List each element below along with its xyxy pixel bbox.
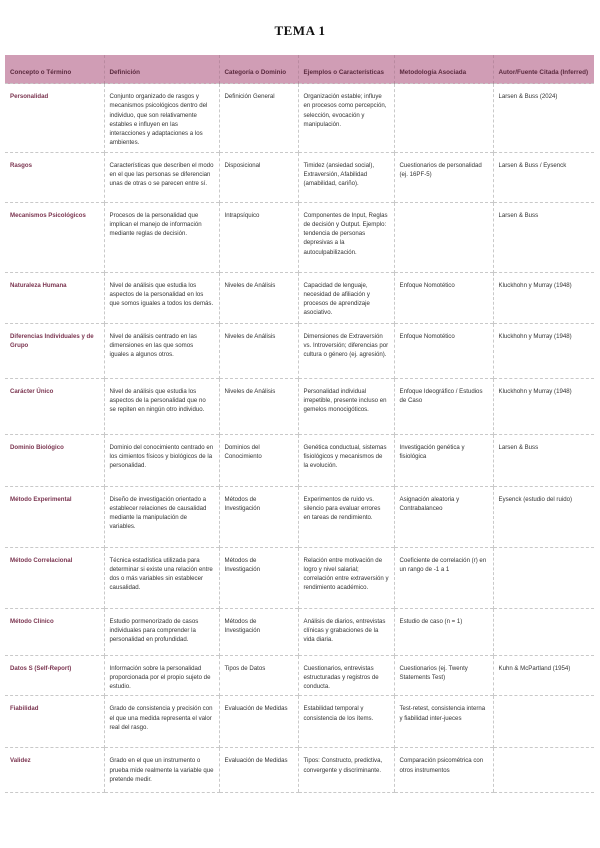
cell-ejemplos: Personalidad individual irrepetible, presente incluso en gemelos monocigóticos. [298, 378, 394, 434]
cell-categoria: Dominios del Conocimiento [219, 434, 298, 486]
cell-definicion: Grado en el que un instrumento o prueba mide realmente la variable que pretende medir. [104, 748, 219, 793]
table-header-row [5, 55, 594, 84]
table-row [5, 655, 594, 696]
table-row [5, 272, 594, 323]
cell-ejemplos: Relación entre motivación de logro y nivel salarial; correlación entre extraversión y rendimiento académico. [298, 547, 394, 608]
cell-autor: Kluckhohn y Murray (1948) [493, 323, 594, 378]
cell-categoria: Métodos de Investigación [219, 608, 298, 655]
cell-ejemplos: Tipos: Constructo, predictiva, convergente y discriminante. [298, 748, 394, 793]
cell-definicion: Nivel de análisis que estudia los aspectos de la personalidad en los que somos iguales a todos los demás. [104, 272, 219, 323]
cell-definicion: Grado de consistencia y precisión con el que una medida representa el valor real del rasgo. [104, 696, 219, 748]
cell-concepto: Fiabilidad [5, 696, 104, 748]
cell-concepto: Naturaleza Humana [5, 272, 104, 323]
cell-categoria: Tipos de Datos [219, 655, 298, 696]
cell-metodologia [394, 202, 493, 272]
cell-ejemplos: Organización estable; influye en procesos como percepción, selección, evocación y manipulación. [298, 84, 394, 153]
cell-concepto: Método Correlacional [5, 547, 104, 608]
cell-concepto: Carácter Único [5, 378, 104, 434]
table-row [5, 152, 594, 202]
table-row [5, 434, 594, 486]
table-row [5, 608, 594, 655]
cell-definicion: Características que describen el modo en el que las personas se diferencian unas de otras o se parecen entre sí. [104, 152, 219, 202]
cell-autor: Larsen & Buss [493, 434, 594, 486]
cell-metodologia: Enfoque Nomotético [394, 272, 493, 323]
cell-definicion: Nivel de análisis que estudia los aspectos de la personalidad que no se repiten en ningún otro individuo. [104, 378, 219, 434]
cell-concepto: Rasgos [5, 152, 104, 202]
header-concepto: Concepto o Término [5, 55, 104, 84]
cell-ejemplos: Análisis de diarios, entrevistas clínicas y grabaciones de la vida diaria. [298, 608, 394, 655]
cell-concepto: Método Clínico [5, 608, 104, 655]
cell-categoria: Evaluación de Medidas [219, 696, 298, 748]
cell-autor: Eysenck (estudio del ruido) [493, 486, 594, 547]
cell-autor [493, 696, 594, 748]
header-definicion: Definición [104, 55, 219, 84]
cell-concepto: Validez [5, 748, 104, 793]
cell-autor: Kluckhohn y Murray (1948) [493, 378, 594, 434]
cell-ejemplos: Genética conductual, sistemas fisiológicos y mecanismos de la evolución. [298, 434, 394, 486]
table-row [5, 748, 594, 793]
table-row [5, 486, 594, 547]
cell-ejemplos: Cuestionarios, entrevistas estructuradas y registros de conducta. [298, 655, 394, 696]
cell-autor [493, 547, 594, 608]
cell-concepto: Mecanismos Psicológicos [5, 202, 104, 272]
cell-categoria: Métodos de Investigación [219, 486, 298, 547]
cell-categoria: Intrapsíquico [219, 202, 298, 272]
cell-categoria: Métodos de Investigación [219, 547, 298, 608]
cell-definicion: Conjunto organizado de rasgos y mecanismos psicológicos dentro del individuo, que son relativamente estables e influyen en las interacciones y adaptaciones a los ambientes. [104, 84, 219, 153]
cell-metodologia [394, 84, 493, 153]
concepts-table [5, 55, 594, 793]
cell-definicion: Nivel de análisis centrado en las dimensiones en las que somos iguales a algunos otros. [104, 323, 219, 378]
cell-categoria: Niveles de Análisis [219, 272, 298, 323]
table-row [5, 547, 594, 608]
cell-concepto: Método Experimental [5, 486, 104, 547]
cell-metodologia: Cuestionarios de personalidad (ej. 16PF-5) [394, 152, 493, 202]
cell-definicion: Estudio pormenorizado de casos individuales para comprender la personalidad en profundidad. [104, 608, 219, 655]
cell-definicion: Procesos de la personalidad que implican el manejo de información mediante reglas de decisión. [104, 202, 219, 272]
cell-autor: Kuhn & McPartland (1954) [493, 655, 594, 696]
header-autor: Autor/Fuente Citada (Inferred) [493, 55, 594, 84]
cell-metodologia: Estudio de caso (n = 1) [394, 608, 493, 655]
table-row [5, 202, 594, 272]
cell-metodologia: Test-retest, consistencia interna y fiabilidad inter-jueces [394, 696, 493, 748]
header-ejemplos: Ejemplos o Características [298, 55, 394, 84]
cell-definicion: Diseño de investigación orientado a establecer relaciones de causalidad mediante la manipulación de variables. [104, 486, 219, 547]
cell-definicion: Técnica estadística utilizada para determinar si existe una relación entre dos o más variables sin establecer causalidad. [104, 547, 219, 608]
document-title: TEMA 1 [274, 23, 326, 38]
cell-autor [493, 748, 594, 793]
cell-metodologia: Cuestionarios (ej. Twenty Statements Test) [394, 655, 493, 696]
cell-autor: Larsen & Buss (2024) [493, 84, 594, 153]
cell-categoria: Niveles de Análisis [219, 378, 298, 434]
table-row [5, 323, 594, 378]
cell-ejemplos: Experimentos de ruido vs. silencio para evaluar errores en tareas de rendimiento. [298, 486, 394, 547]
table-row [5, 378, 594, 434]
cell-metodologia: Coeficiente de correlación (r) en un rango de -1 a 1 [394, 547, 493, 608]
cell-metodologia: Investigación genética y fisiológica [394, 434, 493, 486]
cell-ejemplos: Dimensiones de Extraversión vs. Introversión; diferencias por cultura o género (ej. agresión). [298, 323, 394, 378]
header-categoria: Categoría o Dominio [219, 55, 298, 84]
cell-autor: Larsen & Buss / Eysenck [493, 152, 594, 202]
cell-metodologia: Comparación psicométrica con otros instrumentos [394, 748, 493, 793]
cell-categoria: Disposicional [219, 152, 298, 202]
cell-categoria: Definición General [219, 84, 298, 153]
header-metodologia: Metodología Asociada [394, 55, 493, 84]
cell-concepto: Diferencias Individuales y de Grupo [5, 323, 104, 378]
cell-concepto: Personalidad [5, 84, 104, 153]
cell-categoria: Niveles de Análisis [219, 323, 298, 378]
cell-autor [493, 608, 594, 655]
cell-concepto: Dominio Biológico [5, 434, 104, 486]
cell-ejemplos: Componentes de Input, Reglas de decisión y Output. Ejemplo: tendencia de personas depresivas a la autoculpabilización. [298, 202, 394, 272]
cell-definicion: Información sobre la personalidad proporcionada por el propio sujeto de estudio. [104, 655, 219, 696]
cell-metodologia: Enfoque Ideográfico / Estudios de Caso [394, 378, 493, 434]
cell-metodologia: Asignación aleatoria y Contrabalanceo [394, 486, 493, 547]
cell-ejemplos: Estabilidad temporal y consistencia de los ítems. [298, 696, 394, 748]
cell-categoria: Evaluación de Medidas [219, 748, 298, 793]
table-row [5, 696, 594, 748]
cell-definicion: Dominio del conocimiento centrado en los cimientos físicos y biológicos de la personalidad. [104, 434, 219, 486]
cell-autor: Kluckhohn y Murray (1948) [493, 272, 594, 323]
cell-autor: Larsen & Buss [493, 202, 594, 272]
cell-ejemplos: Capacidad de lenguaje, necesidad de afiliación y procesos de aprendizaje asociativo. [298, 272, 394, 323]
cell-ejemplos: Timidez (ansiedad social), Extraversión, Afabilidad (amabilidad, cariño). [298, 152, 394, 202]
table-row [5, 84, 594, 153]
cell-concepto: Datos S (Self-Report) [5, 655, 104, 696]
cell-metodologia: Enfoque Nomotético [394, 323, 493, 378]
